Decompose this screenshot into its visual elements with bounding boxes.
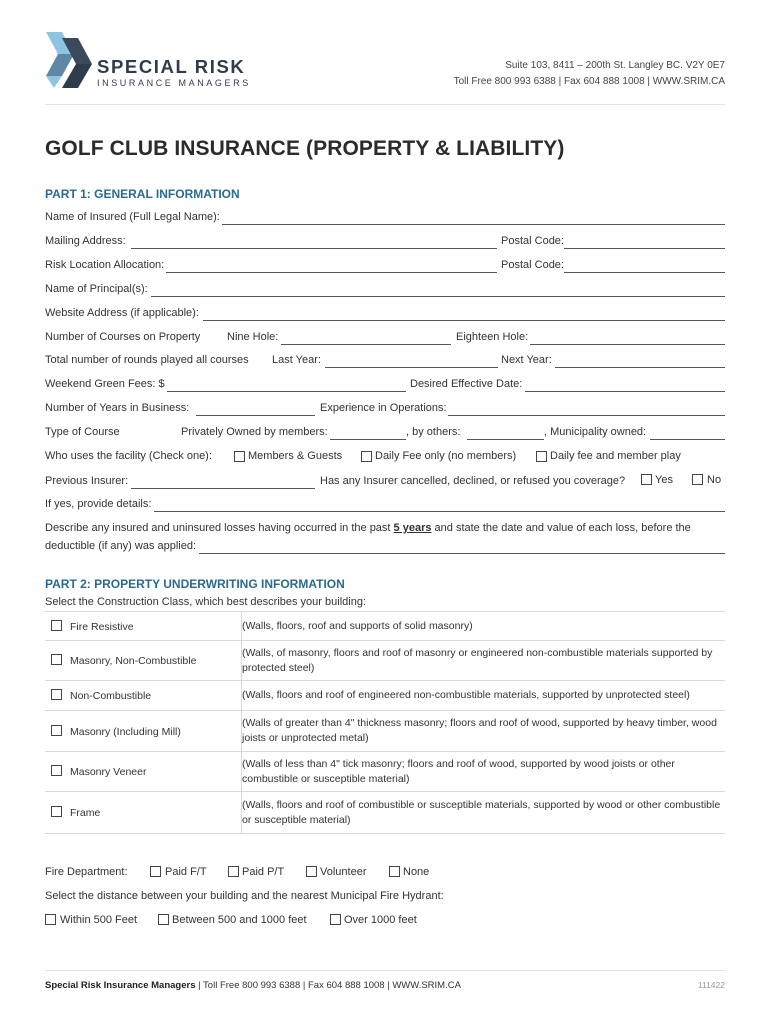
class-name-cell	[45, 792, 242, 834]
years-business-label: Number of Years in Business:	[45, 402, 190, 414]
class-desc: (Walls of greater than 4" thickness masonry; floors and roof of wood, supported by heavy timber, wood joists or unprotected metal)	[242, 711, 726, 752]
header-divider	[45, 104, 725, 105]
class-desc: (Walls, floors and roof of engineered non-combustible materials, supported by unprotected steel)	[242, 681, 726, 711]
footer-text	[45, 980, 461, 991]
between-checkbox[interactable]	[158, 914, 169, 925]
form-title: GOLF CLUB INSURANCE (PROPERTY & LIABILITY)	[45, 137, 565, 160]
class-name-cell	[45, 641, 242, 681]
paid-pt-checkbox[interactable]	[228, 866, 239, 877]
losses-years: 5 years	[393, 522, 432, 534]
footer-company: Special Risk Insurance Managers	[45, 980, 196, 991]
class-checkbox[interactable]	[51, 654, 62, 665]
fire-dept-label: Fire Department:	[45, 866, 128, 878]
type-course-label: Type of Course	[45, 426, 120, 438]
if-yes-field[interactable]	[154, 511, 725, 512]
none-label: None	[403, 866, 430, 878]
class-desc: (Walls, floors, roof and supports of solid masonry)	[242, 612, 726, 641]
hydrant-question: Select the distance between your building and the nearest Municipal Fire Hydrant:	[45, 890, 444, 902]
class-name: Masonry Veneer	[70, 766, 147, 778]
total-rounds-label: Total number of rounds played all courses	[45, 354, 249, 366]
years-business-field[interactable]	[196, 415, 315, 416]
risk-location-label: Risk Location Allocation:	[45, 259, 165, 271]
footer-divider	[45, 970, 725, 971]
postal-code-label-2: Postal Code:	[501, 259, 564, 271]
class-checkbox[interactable]	[51, 620, 62, 631]
principals-field[interactable]	[151, 296, 725, 297]
part2-heading: PART 2: PROPERTY UNDERWRITING INFORMATION	[45, 577, 345, 591]
privately-owned-label: Privately Owned by members:	[181, 426, 328, 438]
form-version: 111422	[697, 980, 725, 990]
municipality-label: , Municipality owned:	[544, 426, 647, 438]
nine-hole-field[interactable]	[281, 344, 451, 345]
previous-insurer-label: Previous Insurer:	[45, 475, 129, 487]
class-name-cell	[45, 681, 242, 711]
members-guests-label: Members & Guests	[248, 450, 343, 462]
paid-ft-checkbox[interactable]	[150, 866, 161, 877]
next-year-label: Next Year:	[501, 354, 552, 366]
class-name: Masonry, Non-Combustible	[70, 655, 197, 667]
class-name: Non-Combustible	[70, 690, 152, 702]
volunteer-checkbox[interactable]	[306, 866, 317, 877]
daily-member-checkbox[interactable]	[536, 451, 547, 462]
municipality-field[interactable]	[650, 439, 725, 440]
last-year-label: Last Year:	[272, 354, 321, 366]
by-others-label: , by others:	[406, 426, 461, 438]
table-row	[45, 792, 725, 834]
logo-subtitle: INSURANCE MANAGERS	[97, 78, 251, 88]
losses-text-1: Describe any insured and uninsured losses having occurred in the past	[45, 522, 391, 534]
who-uses-label: Who uses the facility (Check one):	[45, 450, 212, 462]
next-year-field[interactable]	[555, 367, 725, 368]
cancelled-no-label: No	[707, 474, 722, 486]
paid-ft-label: Paid F/T	[165, 866, 207, 878]
cancelled-yes-label: Yes	[655, 474, 673, 486]
effective-date-label: Desired Effective Date:	[410, 378, 523, 390]
website-label: Website Address (if applicable):	[45, 307, 199, 319]
weekend-fees-field[interactable]	[167, 391, 406, 392]
class-name-cell	[45, 711, 242, 752]
class-checkbox[interactable]	[51, 765, 62, 776]
table-row	[45, 612, 725, 641]
privately-owned-field[interactable]	[330, 439, 406, 440]
if-yes-label: If yes, provide details:	[45, 498, 152, 510]
footer-contact: | Toll Free 800 993 6388 | Fax 604 888 1008 | WWW.SRIM.CA	[198, 980, 461, 991]
mailing-address-field[interactable]	[131, 248, 497, 249]
table-row	[45, 641, 725, 681]
construction-instruction: Select the Construction Class, which best describes your building:	[45, 596, 366, 608]
by-others-field[interactable]	[467, 439, 544, 440]
table-row	[45, 752, 725, 792]
cancelled-no-checkbox[interactable]	[692, 474, 703, 485]
table-row	[45, 681, 725, 711]
experience-field[interactable]	[448, 415, 725, 416]
losses-field[interactable]	[199, 553, 725, 554]
class-checkbox[interactable]	[51, 725, 62, 736]
eighteen-hole-label: Eighteen Hole:	[456, 331, 529, 343]
logo-title: SPECIAL RISK	[97, 56, 246, 77]
class-name: Frame	[70, 807, 101, 819]
name-insured-label: Name of Insured (Full Legal Name):	[45, 211, 220, 223]
nine-hole-label: Nine Hole:	[227, 331, 279, 343]
daily-fee-label: Daily Fee only (no members)	[375, 450, 517, 462]
name-insured-field[interactable]	[222, 224, 725, 225]
website-field[interactable]	[203, 320, 725, 321]
losses-text-2: and state the date and value of each loss, before the	[434, 522, 691, 534]
daily-member-label: Daily fee and member play	[550, 450, 681, 462]
principals-label: Name of Principal(s):	[45, 283, 148, 295]
class-checkbox[interactable]	[51, 806, 62, 817]
class-desc: (Walls, of masonry, floors and roof of masonry or engineered non-combustible materials supported by protected steel)	[242, 641, 726, 681]
class-name-cell	[45, 612, 242, 641]
daily-fee-checkbox[interactable]	[361, 451, 372, 462]
experience-label: Experience in Operations:	[320, 402, 447, 414]
class-name: Masonry (Including Mill)	[70, 725, 181, 738]
within-500-checkbox[interactable]	[45, 914, 56, 925]
none-checkbox[interactable]	[389, 866, 400, 877]
company-contact: Toll Free 800 993 6388 | Fax 604 888 1008 | WWW.SRIM.CA	[453, 76, 725, 87]
over-1000-checkbox[interactable]	[330, 914, 341, 925]
paid-pt-label: Paid P/T	[242, 866, 285, 878]
volunteer-label: Volunteer	[320, 866, 367, 878]
mailing-address-label: Mailing Address:	[45, 235, 126, 247]
eighteen-hole-field[interactable]	[530, 344, 725, 345]
previous-insurer-field[interactable]	[131, 488, 315, 489]
effective-date-field[interactable]	[525, 391, 725, 392]
risk-location-field[interactable]	[166, 272, 497, 273]
last-year-field[interactable]	[325, 367, 498, 368]
table-row	[45, 711, 725, 752]
class-name-cell	[45, 752, 242, 792]
class-checkbox[interactable]	[51, 689, 62, 700]
company-address: Suite 103, 8411 – 200th St. Langley BC. V2Y 0E7	[505, 60, 725, 71]
within-500-label: Within 500 Feet	[60, 914, 138, 926]
class-desc: (Walls, floors and roof of combustible or susceptible materials, supported by wood or other combustible or susceptible material)	[242, 792, 726, 834]
class-name: Fire Resistive	[70, 620, 134, 633]
cancelled-yes-checkbox[interactable]	[641, 474, 652, 485]
part1-heading: PART 1: GENERAL INFORMATION	[45, 187, 240, 201]
between-label: Between 500 and 1000 feet	[172, 914, 307, 926]
num-courses-label: Number of Courses on Property	[45, 331, 201, 343]
cancelled-question: Has any Insurer cancelled, declined, or refused you coverage?	[320, 475, 626, 487]
losses-label: deductible (if any) was applied:	[45, 540, 197, 552]
weekend-fees-label: Weekend Green Fees: $	[45, 378, 165, 390]
postal-code-field-1[interactable]	[564, 248, 725, 249]
over-1000-label: Over 1000 feet	[344, 914, 417, 926]
class-desc: (Walls of less than 4" tick masonry; floors and roof of wood, supported by wood joists or other combustible or susceptible material)	[242, 752, 726, 792]
members-guests-checkbox[interactable]	[234, 451, 245, 462]
losses-text	[45, 522, 691, 534]
construction-class-table	[45, 611, 725, 834]
postal-code-field-2[interactable]	[564, 272, 725, 273]
postal-code-label-1: Postal Code:	[501, 235, 564, 247]
